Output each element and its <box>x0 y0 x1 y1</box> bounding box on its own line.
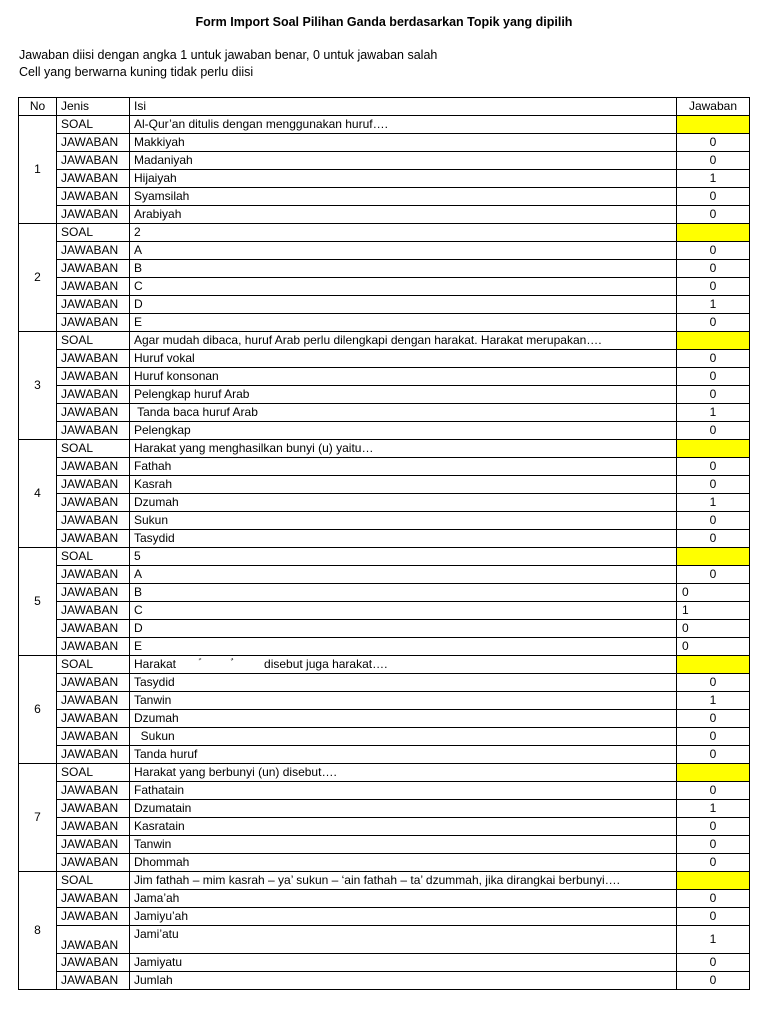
jenis-jawaban-cell: JAWABAN <box>57 692 130 710</box>
jenis-soal-cell: SOAL <box>57 872 130 890</box>
jawaban-cell-highlighted <box>677 332 750 350</box>
jenis-jawaban-cell: JAWABAN <box>57 566 130 584</box>
answer-option-cell[interactable]: Madaniyah <box>130 152 677 170</box>
answer-option-cell[interactable]: B <box>130 260 677 278</box>
table-row <box>19 278 750 296</box>
answer-option-cell[interactable]: Kasratain <box>130 818 677 836</box>
jawaban-value-cell[interactable]: 1 <box>677 494 750 512</box>
jawaban-value-cell[interactable]: 0 <box>677 134 750 152</box>
question-number: 8 <box>19 872 57 990</box>
isi-text: Harakat <box>134 657 177 671</box>
table-row <box>19 638 750 656</box>
jenis-jawaban-cell: JAWABAN <box>57 818 130 836</box>
table-row <box>19 656 750 674</box>
table-row <box>19 242 750 260</box>
table-row <box>19 404 750 422</box>
question-number: 1 <box>19 116 57 224</box>
jawaban-value-cell[interactable]: 0 <box>677 746 750 764</box>
jenis-jawaban-cell: JAWABAN <box>57 152 130 170</box>
answer-option-cell[interactable]: Tanwin <box>130 692 677 710</box>
answer-option-cell[interactable]: Tasydid <box>130 674 677 692</box>
table-row <box>19 386 750 404</box>
jenis-jawaban-cell: JAWABAN <box>57 494 130 512</box>
answer-option-cell[interactable]: E <box>130 314 677 332</box>
jenis-jawaban-cell: JAWABAN <box>57 422 130 440</box>
table-row <box>19 314 750 332</box>
jenis-jawaban-cell: JAWABAN <box>57 908 130 926</box>
table-row <box>19 620 750 638</box>
table-row <box>19 206 750 224</box>
jawaban-value-cell[interactable]: 0 <box>677 350 750 368</box>
table-row <box>19 188 750 206</box>
answer-option-cell[interactable]: Arabiyah <box>130 206 677 224</box>
jawaban-value-cell[interactable]: 1 <box>677 296 750 314</box>
answer-option-cell[interactable]: C <box>130 278 677 296</box>
jawaban-value-cell[interactable]: 0 <box>677 710 750 728</box>
table-row <box>19 764 750 782</box>
isi-suffix-text: disebut juga harakat…. <box>264 657 388 671</box>
table-row <box>19 674 750 692</box>
jenis-jawaban-cell: JAWABAN <box>57 782 130 800</box>
jenis-jawaban-cell: JAWABAN <box>57 206 130 224</box>
answer-option-cell[interactable]: Sukun <box>130 512 677 530</box>
question-number: 6 <box>19 656 57 764</box>
answer-option-cell[interactable]: Tasydid <box>130 530 677 548</box>
jenis-jawaban-cell: JAWABAN <box>57 602 130 620</box>
answer-option-cell[interactable]: Jumlah <box>130 972 677 990</box>
jenis-jawaban-cell: JAWABAN <box>57 458 130 476</box>
answer-option-cell[interactable]: B <box>130 584 677 602</box>
jawaban-value-cell[interactable]: 0 <box>677 674 750 692</box>
table-row <box>19 746 750 764</box>
question-number: 4 <box>19 440 57 548</box>
answer-option-cell[interactable]: Fathatain <box>130 782 677 800</box>
jenis-jawaban-cell: JAWABAN <box>57 188 130 206</box>
table-row <box>19 972 750 990</box>
table-row <box>19 584 750 602</box>
answer-option-cell[interactable]: A <box>130 566 677 584</box>
question-text-cell[interactable]: Agar mudah dibaca, huruf Arab perlu dilengkapi dengan harakat. Harakat merupakan…. <box>130 332 677 350</box>
table-row <box>19 422 750 440</box>
jawaban-value-cell[interactable]: 0 <box>677 854 750 872</box>
answer-option-cell[interactable]: Jami’atu <box>130 926 677 954</box>
jawaban-cell-highlighted <box>677 548 750 566</box>
answer-option-cell[interactable]: Tanda baca huruf Arab <box>130 404 677 422</box>
table-row <box>19 854 750 872</box>
jawaban-value-cell[interactable]: 0 <box>677 188 750 206</box>
answer-option-cell[interactable]: D <box>130 296 677 314</box>
jenis-jawaban-cell: JAWABAN <box>57 476 130 494</box>
table-row <box>19 458 750 476</box>
answer-option-cell[interactable]: Jamiyatu <box>130 954 677 972</box>
jawaban-value-cell[interactable]: 1 <box>677 170 750 188</box>
answer-option-cell[interactable]: Tanwin <box>130 836 677 854</box>
header-no: No <box>19 98 57 116</box>
table-row <box>19 170 750 188</box>
jawaban-value-cell[interactable]: 0 <box>677 314 750 332</box>
jawaban-value-cell[interactable]: 1 <box>677 602 750 620</box>
answer-option-cell[interactable]: D <box>130 620 677 638</box>
answer-option-cell[interactable]: Huruf vokal <box>130 350 677 368</box>
jawaban-value-cell[interactable]: 0 <box>677 512 750 530</box>
table-row <box>19 476 750 494</box>
jawaban-value-cell[interactable]: 0 <box>677 278 750 296</box>
jenis-jawaban-cell: JAWABAN <box>57 278 130 296</box>
instruction-note-2: Cell yang berwarna kuning tidak perlu diisi <box>19 65 254 79</box>
answer-option-cell[interactable]: Kasrah <box>130 476 677 494</box>
jenis-jawaban-cell: JAWABAN <box>57 836 130 854</box>
question-number: 5 <box>19 548 57 656</box>
table-row <box>19 296 750 314</box>
jawaban-cell-highlighted <box>677 224 750 242</box>
jenis-soal-cell: SOAL <box>57 332 130 350</box>
table-row <box>19 908 750 926</box>
jenis-jawaban-cell: JAWABAN <box>57 314 130 332</box>
answer-option-cell[interactable]: Fathah <box>130 458 677 476</box>
table-row <box>19 692 750 710</box>
jenis-jawaban-cell: JAWABAN <box>57 638 130 656</box>
jenis-jawaban-cell: JAWABAN <box>57 404 130 422</box>
question-number: 7 <box>19 764 57 872</box>
jawaban-cell-highlighted <box>677 116 750 134</box>
jenis-jawaban-cell: JAWABAN <box>57 584 130 602</box>
jenis-jawaban-cell: JAWABAN <box>57 170 130 188</box>
answer-option-cell[interactable]: Huruf konsonan <box>130 368 677 386</box>
jenis-jawaban-cell: JAWABAN <box>57 530 130 548</box>
jenis-jawaban-cell: JAWABAN <box>57 386 130 404</box>
answer-option-cell[interactable]: Pelengkap <box>130 422 677 440</box>
question-text-cell[interactable]: 2 <box>130 224 677 242</box>
answer-option-cell[interactable]: Pelengkap huruf Arab <box>130 386 677 404</box>
table-row <box>19 602 750 620</box>
jawaban-value-cell[interactable]: 0 <box>677 422 750 440</box>
jawaban-value-cell[interactable]: 0 <box>677 954 750 972</box>
jenis-jawaban-cell: JAWABAN <box>57 134 130 152</box>
jawaban-value-cell[interactable]: 0 <box>677 260 750 278</box>
answer-option-cell[interactable]: Syamsilah <box>130 188 677 206</box>
answer-option-cell[interactable]: Jamiyu’ah <box>130 908 677 926</box>
jenis-soal-cell: SOAL <box>57 548 130 566</box>
jawaban-value-cell[interactable]: 1 <box>677 800 750 818</box>
table-row <box>19 134 750 152</box>
table-row <box>19 116 750 134</box>
jawaban-cell-highlighted <box>677 440 750 458</box>
answer-option-cell[interactable]: Dzumatain <box>130 800 677 818</box>
jawaban-value-cell[interactable]: 0 <box>677 386 750 404</box>
jenis-jawaban-cell: JAWABAN <box>57 674 130 692</box>
table-row <box>19 926 750 954</box>
answer-option-cell[interactable]: Dzumah <box>130 710 677 728</box>
jawaban-value-cell[interactable]: 0 <box>677 242 750 260</box>
table-row <box>19 818 750 836</box>
jenis-jawaban-cell: JAWABAN <box>57 728 130 746</box>
jawaban-value-cell[interactable]: 0 <box>677 620 750 638</box>
jenis-jawaban-cell: JAWABAN <box>57 368 130 386</box>
table-row <box>19 332 750 350</box>
jenis-jawaban-cell: JAWABAN <box>57 954 130 972</box>
jenis-soal-cell: SOAL <box>57 440 130 458</box>
answer-option-cell[interactable]: Dhommah <box>130 854 677 872</box>
answer-option-cell[interactable]: Sukun <box>130 728 677 746</box>
jawaban-value-cell[interactable]: 0 <box>677 836 750 854</box>
jawaban-value-cell[interactable]: 0 <box>677 566 750 584</box>
jawaban-value-cell[interactable]: 1 <box>677 692 750 710</box>
jawaban-value-cell[interactable]: 0 <box>677 530 750 548</box>
answer-option-cell[interactable]: Tanda huruf <box>130 746 677 764</box>
question-number: 2 <box>19 224 57 332</box>
jenis-jawaban-cell: JAWABAN <box>57 350 130 368</box>
jenis-jawaban-cell: JAWABAN <box>57 512 130 530</box>
answer-option-cell[interactable]: A <box>130 242 677 260</box>
jawaban-value-cell[interactable]: 0 <box>677 476 750 494</box>
jawaban-value-cell[interactable]: 0 <box>677 818 750 836</box>
jawaban-value-cell[interactable]: 0 <box>677 890 750 908</box>
table-row <box>19 836 750 854</box>
table-row <box>19 782 750 800</box>
jenis-jawaban-cell: JAWABAN <box>57 854 130 872</box>
jawaban-value-cell[interactable]: 0 <box>677 782 750 800</box>
table-row <box>19 224 750 242</box>
table-row <box>19 350 750 368</box>
table-row <box>19 728 750 746</box>
harakat-marks <box>176 658 264 672</box>
jenis-soal-cell: SOAL <box>57 656 130 674</box>
jenis-jawaban-cell: JAWABAN <box>57 620 130 638</box>
jawaban-cell-highlighted <box>677 764 750 782</box>
jawaban-value-cell[interactable]: 0 <box>677 638 750 656</box>
jenis-jawaban-cell: JAWABAN <box>57 972 130 990</box>
jawaban-value-cell[interactable]: 0 <box>677 584 750 602</box>
answer-option-cell[interactable]: Makkiyah <box>130 134 677 152</box>
table-row <box>19 800 750 818</box>
question-text-cell[interactable]: Harakat yang berbunyi (un) disebut…. <box>130 764 677 782</box>
jenis-soal-cell: SOAL <box>57 116 130 134</box>
header-isi: Isi <box>130 98 677 116</box>
question-number: 3 <box>19 332 57 440</box>
table-row <box>19 710 750 728</box>
jawaban-value-cell[interactable]: 0 <box>677 458 750 476</box>
header-jenis: Jenis <box>57 98 130 116</box>
jawaban-value-cell[interactable]: 0 <box>677 972 750 990</box>
question-text-cell[interactable]: 5 <box>130 548 677 566</box>
table-row <box>19 548 750 566</box>
question-text-cell[interactable]: Jim fathah – mim kasrah – ya’ sukun – ‘ain fathah – ta’ dzummah, jika dirangkai berbunyi…. <box>130 872 677 890</box>
jawaban-value-cell[interactable]: 1 <box>677 926 750 954</box>
jenis-soal-cell: SOAL <box>57 224 130 242</box>
table-row <box>19 152 750 170</box>
table-row <box>19 512 750 530</box>
question-table <box>18 97 750 990</box>
instruction-note-1: Jawaban diisi dengan angka 1 untuk jawaban benar, 0 untuk jawaban salah <box>19 48 438 62</box>
jenis-jawaban-cell: JAWABAN <box>57 746 130 764</box>
jawaban-value-cell[interactable]: 0 <box>677 728 750 746</box>
jawaban-cell-highlighted <box>677 656 750 674</box>
table-row <box>19 530 750 548</box>
jenis-jawaban-cell: JAWABAN <box>57 926 130 954</box>
table-row <box>19 440 750 458</box>
jenis-jawaban-cell: JAWABAN <box>57 710 130 728</box>
jenis-soal-cell: SOAL <box>57 764 130 782</box>
page-title: Form Import Soal Pilihan Ganda berdasarkan Topik yang dipilih <box>195 15 573 29</box>
table-row <box>19 566 750 584</box>
table-row <box>19 260 750 278</box>
question-text-cell[interactable] <box>130 656 677 674</box>
answer-option-cell[interactable]: E <box>130 638 677 656</box>
table-row <box>19 954 750 972</box>
jawaban-value-cell[interactable]: 0 <box>677 206 750 224</box>
table-row <box>19 494 750 512</box>
header-jawaban: Jawaban <box>677 98 750 116</box>
jenis-jawaban-cell: JAWABAN <box>57 296 130 314</box>
question-text-cell[interactable]: Al-Qur’an ditulis dengan menggunakan huruf…. <box>130 116 677 134</box>
table-row <box>19 890 750 908</box>
answer-option-cell[interactable]: C <box>130 602 677 620</box>
jawaban-value-cell[interactable]: 0 <box>677 908 750 926</box>
jawaban-value-cell[interactable]: 1 <box>677 404 750 422</box>
jenis-jawaban-cell: JAWABAN <box>57 890 130 908</box>
table-row <box>19 368 750 386</box>
answer-option-cell[interactable]: Hijaiyah <box>130 170 677 188</box>
jenis-jawaban-cell: JAWABAN <box>57 242 130 260</box>
question-text-cell[interactable]: Harakat yang menghasilkan bunyi (u) yaitu… <box>130 440 677 458</box>
jenis-jawaban-cell: JAWABAN <box>57 260 130 278</box>
jawaban-value-cell[interactable]: 0 <box>677 152 750 170</box>
table-header-row <box>19 98 750 116</box>
answer-option-cell[interactable]: Jama’ah <box>130 890 677 908</box>
answer-option-cell[interactable]: Dzumah <box>130 494 677 512</box>
table-row <box>19 872 750 890</box>
jawaban-value-cell[interactable]: 0 <box>677 368 750 386</box>
jenis-jawaban-cell: JAWABAN <box>57 800 130 818</box>
jawaban-cell-highlighted <box>677 872 750 890</box>
